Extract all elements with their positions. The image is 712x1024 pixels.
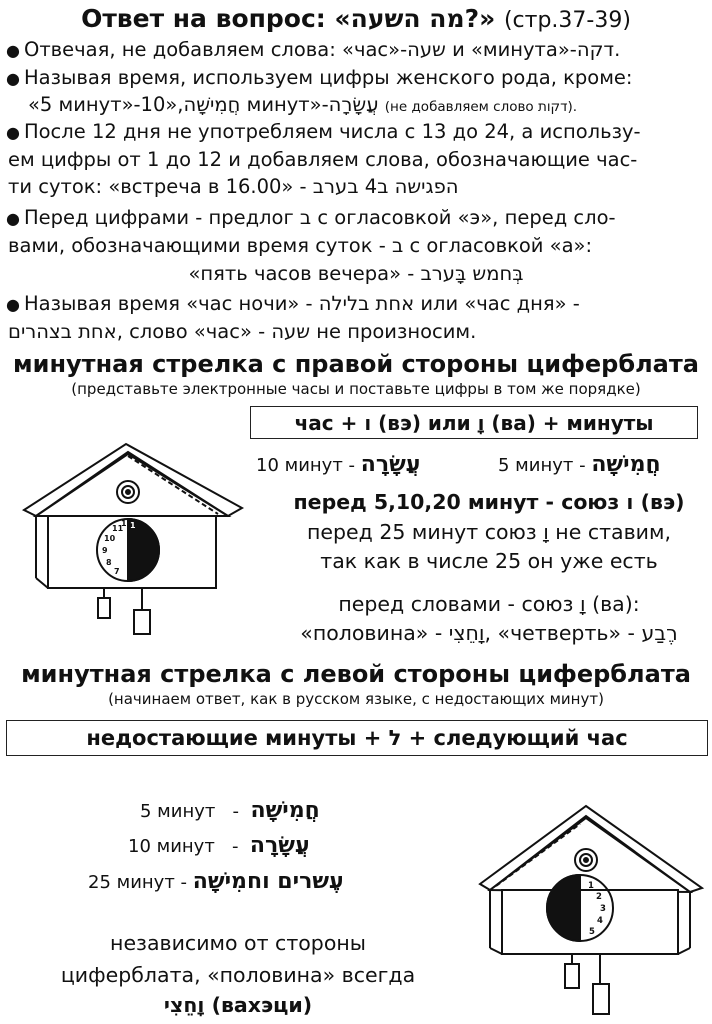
rule-3a: ● После 12 дня не употребляем числа с 13 до 24, а использу- — [6, 120, 641, 143]
clock2-digit-4: 4 — [597, 916, 603, 926]
example2-25-min: 25 минут - עֶשרים וחמִישָׁה — [88, 869, 344, 894]
clock1-digit-1: 1 — [130, 521, 136, 530]
rule-4c: «пять часов вечера» - בְּחמש בָּערב — [188, 262, 524, 285]
title-main: Ответ на вопрос: «מה השעה?» — [81, 4, 496, 33]
section2-note-b: циферблата, «половина» всегда — [60, 963, 416, 987]
section2-note-c: וָחֵצִי (вахэци) — [163, 993, 313, 1017]
rule-3b: ем цифры от 1 до 12 и добавляем слова, обозначающие час- — [8, 148, 638, 171]
rule-2b: «5 минут»-חֲמִישָׁה,«10 минут»-עֲשָׂרָה (не добавляем слово דקות). — [28, 93, 578, 116]
section1-rule-a: перед 5,10,20 минут - союз ו (вэ) — [293, 490, 685, 514]
section2-subheading: (начинаем ответ, как в русском языке, с недостающих минут) — [108, 690, 604, 708]
rule-1: ● Отвечая, не добавляем слова: «час»-שעה и «минута»-דקה. — [6, 38, 621, 61]
clock1-digit-7: 7 — [114, 567, 120, 576]
clock1-digit-12: 12 — [121, 519, 133, 528]
clock1-digit-11: 11 — [112, 524, 124, 533]
example-10-min: 10 минут - עֲשָׂרָה — [256, 452, 421, 477]
section2-heading: минутная стрелка с левой стороны циферблата — [21, 660, 691, 688]
section1-heading: минутная стрелка с правой стороны циферблата — [13, 350, 699, 378]
rule-4a: ● Перед цифрами - предлог ב с огласовкой «э», перед сло- — [6, 206, 616, 229]
page-title — [0, 4, 712, 33]
section1-rule-c: так как в числе 25 он уже есть — [320, 549, 658, 573]
section1-subheading: (представьте электронные часы и поставьте цифры в том же порядке) — [71, 380, 641, 398]
clock1-digit-10: 10 — [104, 534, 116, 543]
page-ref: (стр.37-39) — [503, 8, 631, 33]
section2-note-a: независимо от стороны — [110, 931, 366, 955]
rule-2a: ● Называя время, используем цифры женского рода, кроме: — [6, 66, 633, 89]
section1-rule-b: перед 25 минут союз וָ не ставим, — [306, 520, 671, 544]
clock2-digit-5: 5 — [589, 927, 595, 937]
clock2-digit-1: 1 — [588, 881, 594, 891]
example2-10-min: 10 минут - עֲשָׂרָה — [128, 833, 310, 858]
rule-5b: אחת בצהרים, слово «час» - שעה не произносим. — [8, 320, 477, 343]
clock2-digit-3: 3 — [600, 904, 606, 914]
cuckoo-clock-illustration-1 — [18, 438, 258, 648]
rule-3c: ти суток: «встреча в 16.00» - הפגישה ב4 בערב — [8, 175, 459, 198]
section1-rule-e: «половина» - וָחֵצִי, «четверть» - רֶבַע — [300, 621, 678, 645]
clock1-digit-8: 8 — [106, 558, 112, 567]
cuckoo-clock-illustration-2 — [476, 800, 706, 1022]
rule-5a: ● Называя время «час ночи» - אחת בלילה или «час дня» - — [6, 292, 580, 315]
section1-formula: час + ו (вэ) или וָ (ва) + минуты — [250, 406, 698, 439]
rule-4b: вами, обозначающими время суток - ב с огласовкой «а»: — [8, 234, 593, 257]
example-5-min: 5 минут - חֲמִישָׁה — [498, 452, 661, 477]
clock1-digit-9: 9 — [102, 546, 108, 555]
example2-5-min: 5 минут - חֲמִישָׁה — [140, 798, 320, 823]
clock2-digit-2: 2 — [596, 892, 602, 902]
section1-rule-d: перед словами - союз וָ (ва): — [338, 592, 640, 616]
section2-formula: недостающие минуты + ל + следующий час — [6, 720, 708, 756]
